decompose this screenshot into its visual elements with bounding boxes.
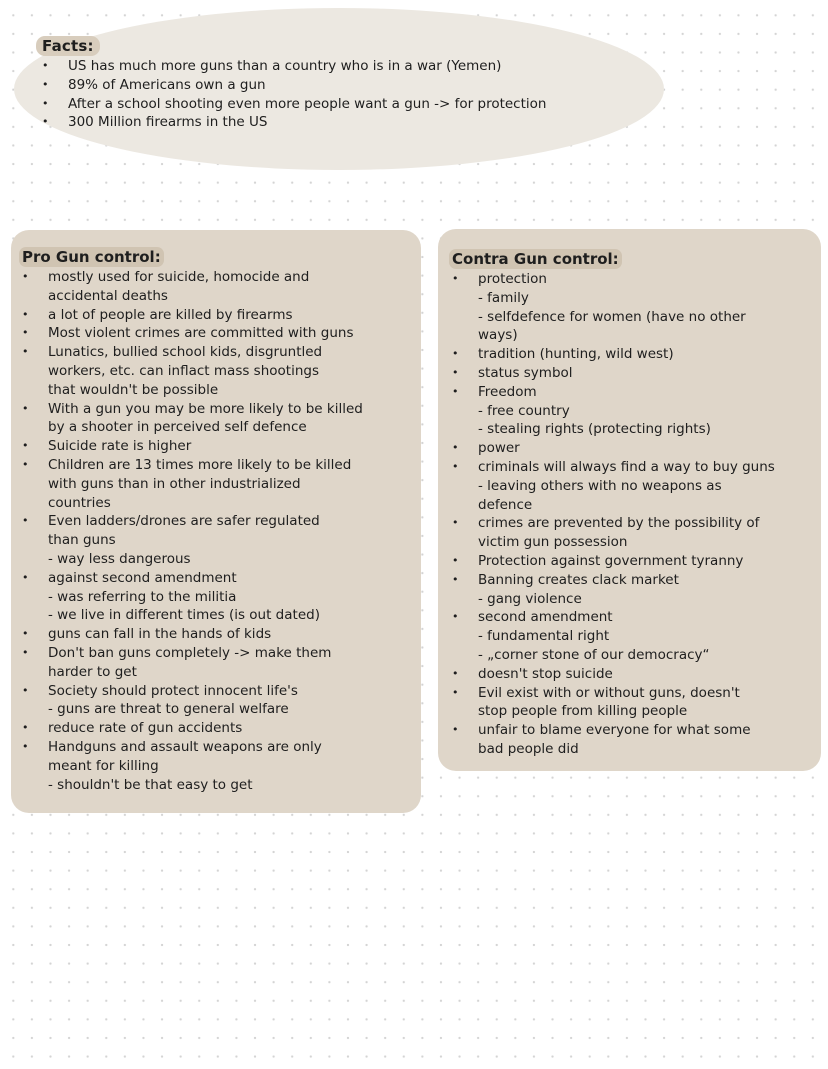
pro-list-line: harder to get [48,663,137,680]
pro-list-line: • Even ladders/drones are safer regulated [20,512,415,531]
contra-gun-control-title: Contra Gun control: [449,249,622,269]
pro-list-line: - guns are threat to general welfare [48,701,289,718]
contra-list-line: victim gun possession [478,534,628,551]
contra-list-line: • Banning creates clack market [450,571,815,590]
contra-list-line: defence [478,496,533,513]
pro-list-line: meant for killing [48,757,159,774]
pro-list-line: • Suicide rate is higher [20,437,415,456]
pro-list-line: • guns can fall in the hands of kids [20,625,415,644]
pro-gun-control-list [20,268,415,794]
pro-list-line: • reduce rate of gun accidents [20,719,415,738]
pro-list-line: countries [48,494,111,511]
facts-list [40,57,546,132]
pro-list-line: workers, etc. can inflact mass shootings [48,362,319,379]
contra-list-line: - selfdefence for women (have no other [478,308,746,325]
pro-list-line: than guns [48,532,116,549]
pro-list-line: accidental deaths [48,287,168,304]
pro-list-line: • Society should protect innocent life's [20,682,415,701]
fact-item: • 89% of Americans own a gun [40,76,546,95]
contra-list-line: • crimes are prevented by the possibility of [450,514,815,533]
pro-list-line: • Handguns and assault weapons are only [20,738,415,757]
pro-list-line: • mostly used for suicide, homocide and [20,268,415,287]
contra-list-line: • protection [450,270,815,289]
contra-list-line: - leaving others with no weapons as [478,477,722,494]
contra-list-line: ways) [478,327,518,344]
pro-list-line: • Lunatics, bullied school kids, disgruntled [20,343,415,362]
contra-list-line: • Freedom [450,383,815,402]
contra-list-line: - „corner stone of our democracy“ [478,646,710,663]
fact-item: • After a school shooting even more people want a gun -> for protection [40,95,546,114]
contra-list-line: • tradition (hunting, wild west) [450,345,815,364]
contra-list-line: bad people did [478,740,579,757]
contra-list-line: • power [450,439,815,458]
fact-item: • US has much more guns than a country who is in a war (Yemen) [40,57,546,76]
fact-item: • 300 Million firearms in the US [40,113,546,132]
pro-list-line: that wouldn't be possible [48,381,219,398]
contra-list-line: • second amendment [450,608,815,627]
pro-list-line: - way less dangerous [48,550,191,567]
pro-list-line: • against second amendment [20,569,415,588]
contra-list-line: - stealing rights (protecting rights) [478,421,711,438]
contra-list-line: • criminals will always find a way to buy guns [450,458,815,477]
contra-list-line: - free country [478,402,570,419]
pro-gun-control-title: Pro Gun control: [19,247,164,267]
contra-list-line: • Protection against government tyranny [450,552,815,571]
contra-list-line: • unfair to blame everyone for what some [450,721,815,740]
pro-list-line: - shouldn't be that easy to get [48,776,253,793]
contra-list-line: - family [478,289,529,306]
contra-list-line: - fundamental right [478,628,610,645]
pro-list-line: with guns than in other industrialized [48,475,301,492]
pro-list-line: • Most violent crimes are committed with guns [20,324,415,343]
contra-gun-control-list [450,270,815,759]
pro-list-line: by a shooter in perceived self defence [48,419,307,436]
pro-list-line: • a lot of people are killed by firearms [20,306,415,325]
pro-list-line: • Children are 13 times more likely to be killed [20,456,415,475]
contra-list-line: stop people from killing people [478,703,688,720]
pro-list-line: • With a gun you may be more likely to be killed [20,400,415,419]
facts-title: Facts: [36,36,100,56]
pro-list-line: • Don't ban guns completely -> make them [20,644,415,663]
contra-list-line: • doesn't stop suicide [450,665,815,684]
contra-list-line: • Evil exist with or without guns, doesn't [450,684,815,703]
pro-list-line: - we live in different times (is out dated) [48,607,320,624]
contra-list-line: - gang violence [478,590,582,607]
contra-list-line: • status symbol [450,364,815,383]
pro-list-line: - was referring to the militia [48,588,237,605]
